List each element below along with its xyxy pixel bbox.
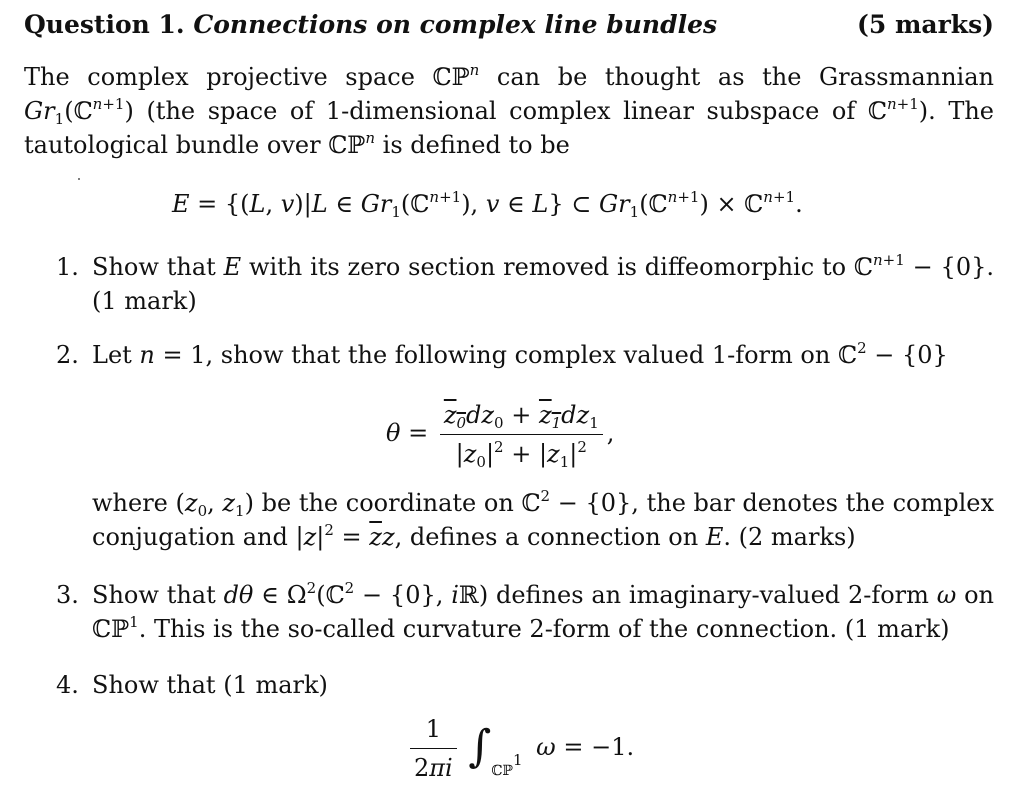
item-text: Show that (1 mark) [92,671,328,699]
question-marks: (5 marks) [857,10,994,39]
question-header [24,10,994,48]
integral-sign: ∫ [468,720,492,772]
item-text: Show that E with its zero section removed is diffeomorphic to ℂ$^{n+1}$ − {0}. (1 mark) [92,251,994,315]
item-number: 3. [56,581,79,609]
question-items [56,250,994,788]
item-number: 1. [56,253,79,281]
integral-prefactor: $\frac{1}{2\pi i}$ [410,712,457,785]
integral-equation: $\frac{1}{2\pi i}$ $\int_{ℂℙ^1}$ ω = −1. [406,712,634,785]
theta-equation: θ = $\frac{z_0dz_0 + z_1dz_1}{|z_0|^2 + |z_1|^2}$ , [386,398,614,471]
item-2 [56,338,994,578]
intro-paragraph: The complex projective space ℂℙ$^n$ can be thought as the Grassmannian $Gr_1(ℂ^{n+1})$ (the space of 1-dimensional complex linear subspace of ℂ$^{n+1}$). The tautological bundle over ℂℙ$^n$ is defined to be [24,61,995,159]
intro-text-3: (the space of 1-dimensional complex linear subspace of [146,97,856,125]
item-text: Let n = 1, show that the following complex valued 1-form on ℂ$^2$ − {0} [92,339,948,369]
question-heading [24,10,717,39]
intro-text-1: The complex projective space [24,63,415,91]
item-number: 2. [56,341,79,369]
theta-fraction: $\frac{z_0dz_0 + z_1dz_1}{|z_0|^2 + |z_1|^2}$ [440,398,603,471]
item-1 [56,250,994,338]
item-number: 4. [56,671,79,699]
item-text: Show that dθ ∈ $\Omega^2(ℂ^2 - \{0\}$, iℝ) defines an imaginary-valued 2-form ω on ℂℙ$^1$. This is the so-called curvature 2-form of the connection. (1 mark) [92,579,995,643]
stray-dot [78,178,80,180]
question-title: Connections on complex line bundles [193,10,718,39]
question-page [24,0,994,791]
item-2-continuation: where ($z_0$, $z_1$) be the coordinate on ℂ$^2$ − {0}, the bar denotes the complex conjugation and $|z|^2 = \overline{z}z$, defines a connection on E. (2 marks) [92,487,995,551]
item-4 [56,668,994,788]
item-3 [56,578,994,668]
question-label: Question 1. [24,10,185,39]
intro-text-2: can be thought as the Grassmannian [496,63,994,91]
intro-text-4: ). The tautological bundle over [24,97,995,159]
intro-text-5: is defined to be [382,131,570,159]
tautological-bundle-equation: E = {(L, v)|L ∈ $Gr_1(ℂ^{n+1})$, v ∈ L} ⊂ $Gr_1(ℂ^{n+1})$ × ℂ$^{n+1}$. [172,188,803,221]
